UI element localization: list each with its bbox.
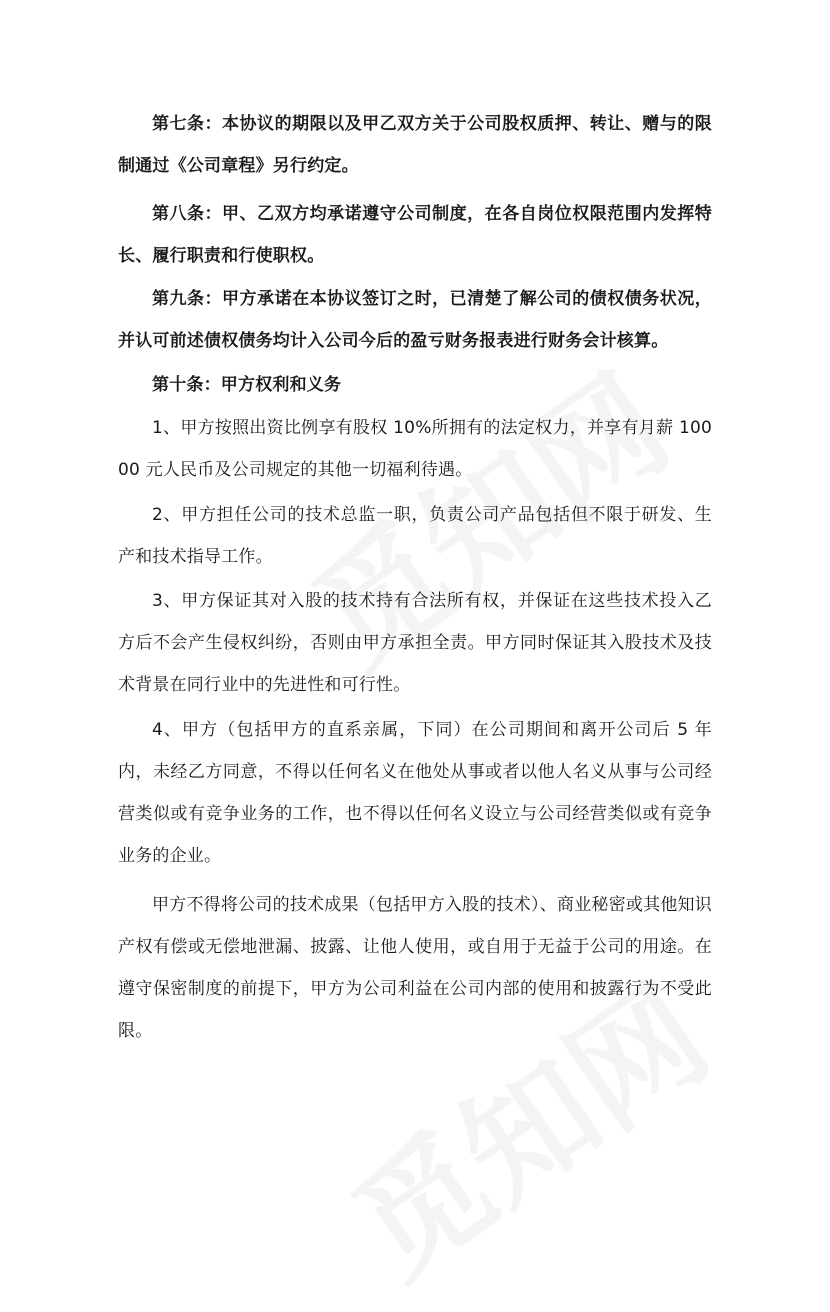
confidentiality-paragraph: 甲方不得将公司的技术成果（包括甲方入股的技术）、商业秘密或其他知识产权有偿或无偿地泄漏、披露、让他人使用，或自用于无益于公司的用途。在遵守保密制度的前提下，甲方为公司利益在公司内部的使用和披露行为不受此限。: [118, 895, 712, 1041]
article-7-paragraph: 第七条：本协议的期限以及甲乙双方关于公司股权质押、转让、赠与的限制通过《公司章程》另行约定。: [118, 114, 712, 176]
clause-2-paragraph: 2、甲方担任公司的技术总监一职，负责公司产品包括但不限于研发、生产和技术指导工作。: [118, 505, 712, 567]
clause-1-paragraph: 1、甲方按照出资比例享有股权 10%所拥有的法定权力，并享有月薪 10000 元人民币及公司规定的其他一切福利待遇。: [118, 418, 712, 480]
clause-4-paragraph: 4、甲方（包括甲方的直系亲属，下同）在公司期间和离开公司后 5 年内，未经乙方同意，不得以任何名义在他处从事或者以他人名义从事与公司经营类似或有竞争业务的工作，也不得以任何名义设立与公司经营类似或有竞争业务的企业。: [118, 720, 712, 866]
article-10-heading: 第十条：甲方权利和义务: [152, 375, 342, 395]
clause-3-paragraph: 3、甲方保证其对入股的技术持有合法所有权，并保证在这些技术投入乙方后不会产生侵权纠纷，否则由甲方承担全责。甲方同时保证其入股技术及技术背景在同行业中的先进性和可行性。: [118, 591, 712, 695]
article-8-paragraph: 第八条：甲、乙双方均承诺遵守公司制度，在各自岗位权限范围内发挥特长、履行职责和行使职权。: [118, 204, 712, 266]
article-9-paragraph: 第九条：甲方承诺在本协议签订之时，已清楚了解公司的债权债务状况，并认可前述债权债务均计入公司今后的盈亏财务报表进行财务会计核算。: [118, 289, 712, 351]
